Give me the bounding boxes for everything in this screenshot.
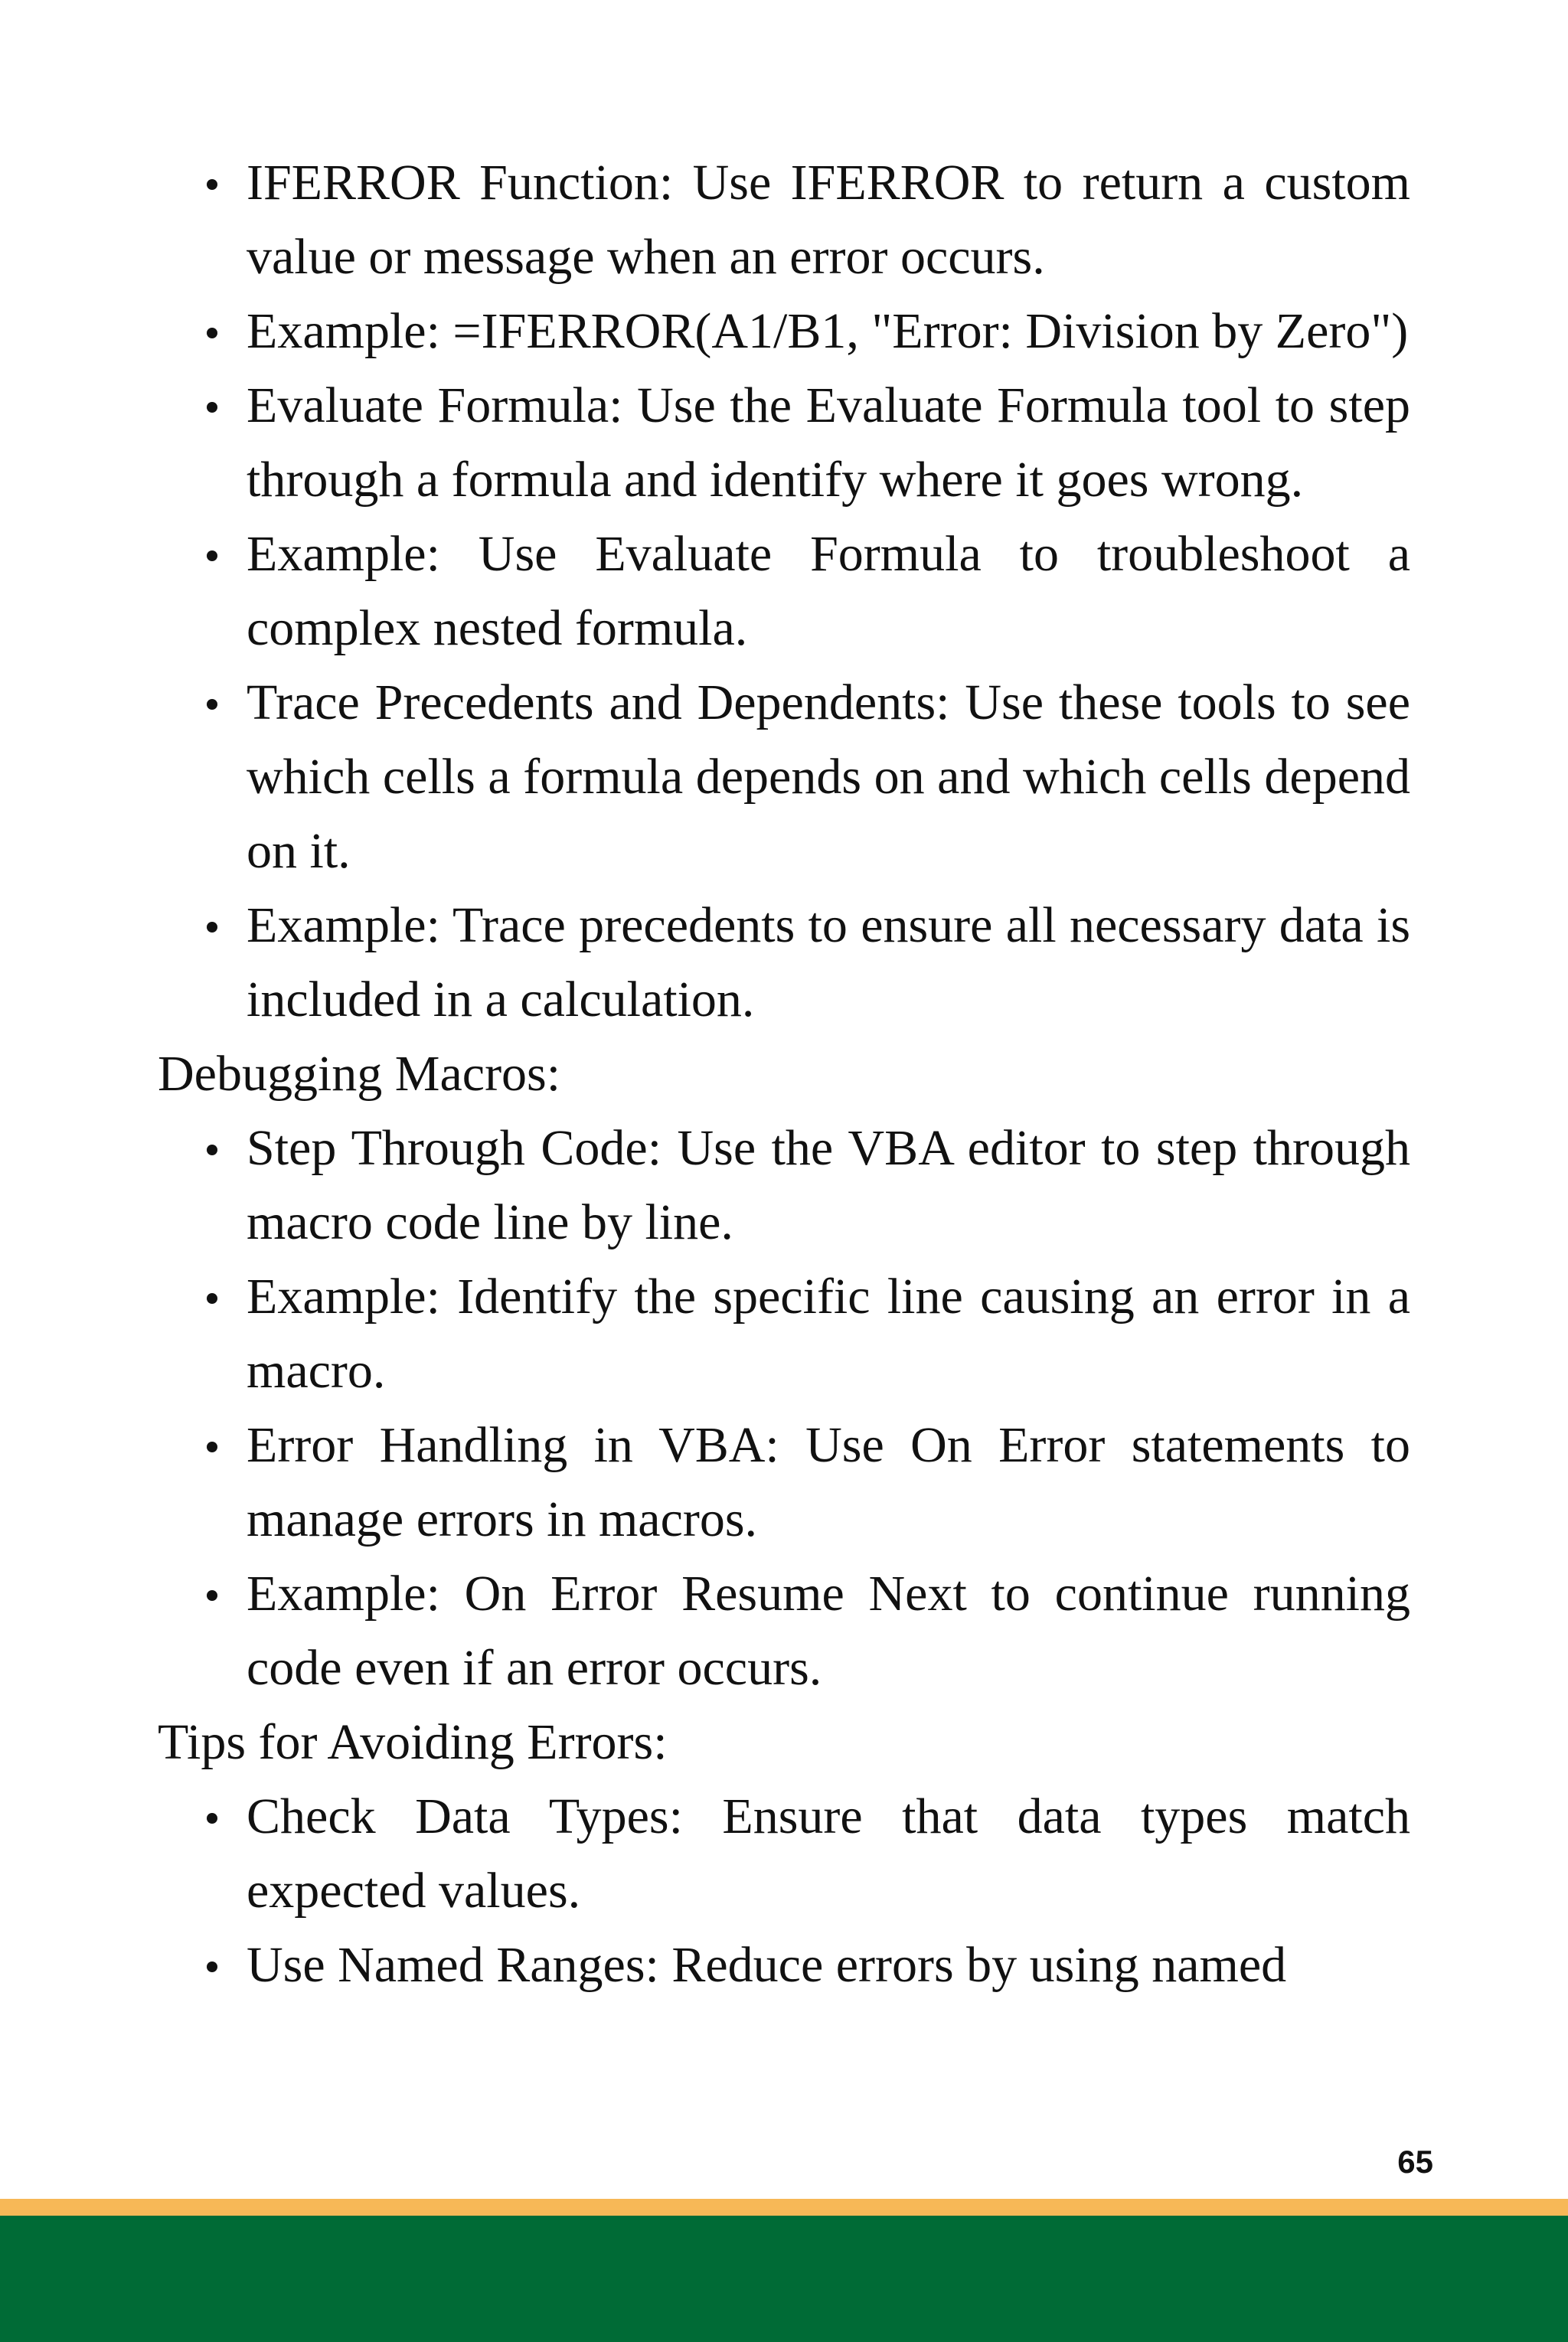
list-item <box>158 1556 1410 1705</box>
list-item <box>158 368 1410 517</box>
list-item <box>158 1111 1410 1259</box>
list-item-text: Example: On Error Resume Next to continue running code even if an error occurs. <box>247 1566 1410 1696</box>
list-item <box>158 1928 1410 2002</box>
bullet-icon <box>207 1590 217 1601</box>
list-item-text: Example: Identify the specific line causing an error in a macro. <box>247 1269 1410 1399</box>
footer-accent-band <box>0 2199 1568 2216</box>
bullet-icon <box>207 402 217 413</box>
bullet-list-tips <box>158 1779 1410 2002</box>
list-item-text: IFERROR Function: Use IFERROR to return a custom value or message when an error occurs. <box>247 155 1410 285</box>
list-item-text: Trace Precedents and Dependents: Use these tools to see which cells a formula depends on and which cells depend on it. <box>247 675 1410 879</box>
page-number: 65 <box>1397 2144 1433 2180</box>
list-item <box>158 1408 1410 1556</box>
bullet-icon <box>207 1442 217 1452</box>
list-item-text: Check Data Types: Ensure that data types match expected values. <box>247 1788 1410 1919</box>
bullet-icon <box>207 1961 217 1972</box>
bullet-icon <box>207 550 217 561</box>
list-item-text: Step Through Code: Use the VBA editor to step through macro code line by line. <box>247 1120 1410 1250</box>
bullet-icon <box>207 179 217 190</box>
bullet-icon <box>207 922 217 933</box>
bullet-list-formula-errors <box>158 145 1410 1037</box>
section-heading-tips-avoiding-errors: Tips for Avoiding Errors: <box>158 1714 668 1770</box>
list-item-text: Example: Trace precedents to ensure all necessary data is included in a calculation. <box>247 897 1410 1027</box>
list-item <box>158 1259 1410 1408</box>
bullet-icon <box>207 699 217 710</box>
list-item <box>158 665 1410 888</box>
list-item <box>158 145 1410 294</box>
list-item <box>158 517 1410 665</box>
bullet-icon <box>207 328 217 338</box>
bullet-list-debugging-macros <box>158 1111 1410 1705</box>
bullet-icon <box>207 1813 217 1824</box>
list-item <box>158 888 1410 1037</box>
list-item-text: Use Named Ranges: Reduce errors by using named <box>247 1937 1287 1993</box>
section-heading-debugging-macros: Debugging Macros: <box>158 1046 561 1102</box>
page-content <box>158 145 1410 2002</box>
bullet-icon <box>207 1293 217 1304</box>
list-item-text: Example: =IFERROR(A1/B1, "Error: Division by Zero") <box>247 303 1409 359</box>
footer-bar <box>0 2216 1568 2342</box>
list-item-text: Error Handling in VBA: Use On Error statements to manage errors in macros. <box>247 1417 1410 1547</box>
list-item-text: Evaluate Formula: Use the Evaluate Formula tool to step through a formula and identify where it goes wrong. <box>247 377 1410 508</box>
list-item <box>158 294 1410 368</box>
list-item <box>158 1779 1410 1928</box>
bullet-icon <box>207 1145 217 1155</box>
list-item-text: Example: Use Evaluate Formula to troubleshoot a complex nested formula. <box>247 526 1410 656</box>
